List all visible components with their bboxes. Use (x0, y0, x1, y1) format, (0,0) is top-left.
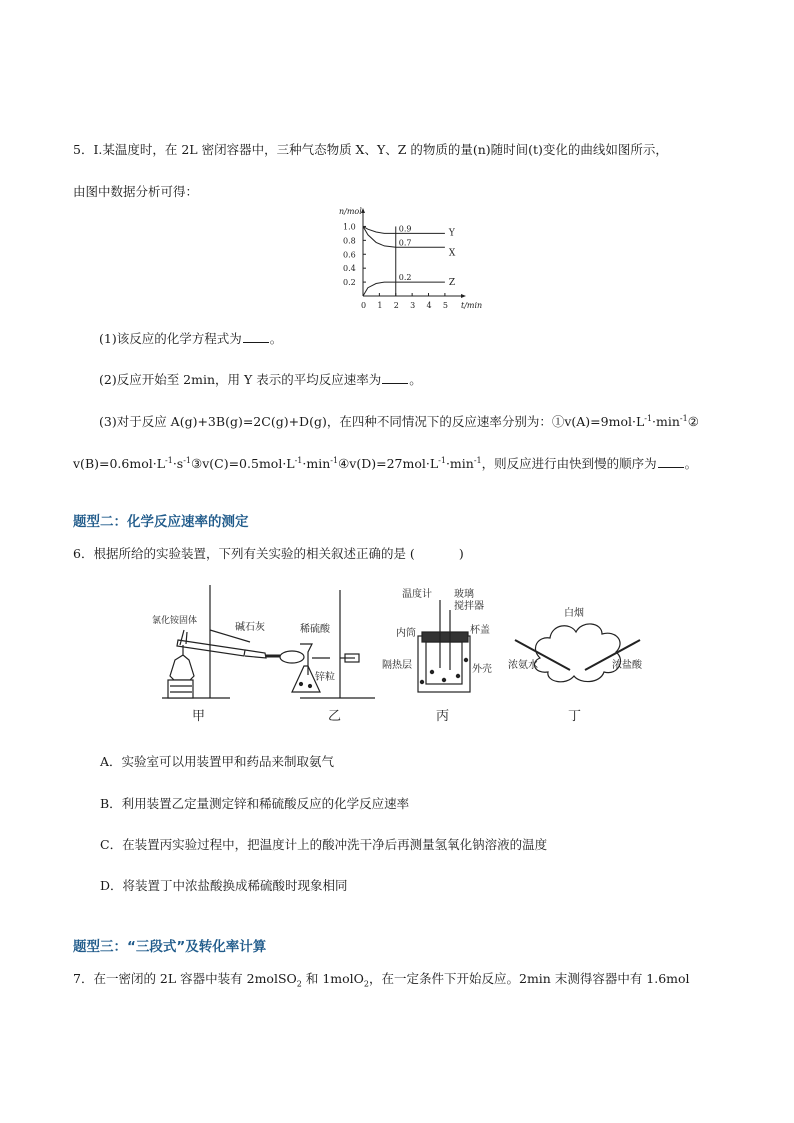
series-label-Z: Z (448, 278, 456, 289)
x-tick-label: 0 (361, 301, 367, 310)
answer-blank-3[interactable] (658, 457, 684, 468)
q6-option-d[interactable]: D．将装置丁中浓盐酸换成稀硫酸时现象相同 (100, 878, 348, 893)
q5-part1: (1)该反应的化学方程式为 。 (99, 331, 283, 346)
series-label-Y: Y (448, 228, 455, 239)
x-tick-label: 4 (426, 301, 432, 310)
bing-thermo-label: 温度计 (402, 589, 432, 600)
q6-option-c[interactable]: C．在装置丙实验过程中，把温度计上的酸冲洗干净后再测量氢氧化钠溶液的温度 (100, 837, 548, 852)
x-tick-label: 2 (393, 301, 399, 310)
x-axis-label: t/min (461, 301, 483, 310)
bing-lid-label: 杯盖 (470, 625, 490, 636)
q5-intro-line2: 由图中数据分析可得： (73, 184, 199, 199)
answer-blank-2[interactable] (382, 373, 408, 384)
q5-intro-line1: 5．I.某温度时，在 2L 密闭容器中，三种气态物质 X、Y、Z 的物质的量(n)随时间(t)变化的曲线如图所示， (73, 142, 668, 157)
bing-stirrer-label-2: 搅拌器 (454, 601, 484, 612)
value-annotation: 0.2 (398, 273, 412, 283)
value-annotation: 0.9 (398, 224, 412, 234)
apparatus-jia (162, 585, 304, 698)
y-axis-label: n/mol (339, 207, 362, 216)
q5-part2: (2)反应开始至 2min，用 Y 表示的平均反应速率为 。 (99, 372, 422, 387)
bing-insulation-label: 隔热层 (382, 660, 412, 671)
yi-label: 乙 (328, 709, 342, 724)
y-tick-label: 0.4 (343, 264, 356, 274)
q6-option-a[interactable]: A．实验室可以用装置甲和药品来制取氨气 (100, 754, 335, 769)
x-tick-label: 1 (377, 301, 383, 310)
ding-ammonia-label: 浓氨水 (508, 660, 538, 671)
ding-label: 丁 (568, 709, 582, 724)
y-tick-label: 0.8 (343, 236, 356, 246)
apparatus-bing (418, 600, 470, 692)
value-annotation: 0.7 (398, 238, 412, 248)
jia-lime-label: 碱石灰 (235, 622, 265, 633)
q7-stem: 7．在一密闭的 2L 容器中装有 2molSO$_2$ 和 1molO$_2$，在一定条件下开始反应。2min 末测得容器中有 1.6mol (73, 971, 690, 989)
y-tick-label: 0.2 (343, 278, 356, 288)
x-axis-arrow (461, 294, 466, 298)
yi-acid-label: 稀硫酸 (300, 624, 330, 635)
series-line-Z (363, 282, 445, 296)
q6-option-b[interactable]: B．利用装置乙定量测定锌和稀硫酸反应的化学反应速率 (100, 796, 410, 811)
x-tick-label: 3 (410, 301, 416, 310)
bing-inner-label: 内筒 (396, 628, 416, 639)
q5-part3-line1: (3)对于反应 A(g)+3B(g)=2C(g)+D(g)，在四种不同情况下的反应速率分别为：$①v(A)=9mol\cdot L^{-1}\cdot\min^{-1}②$ (99, 413, 699, 429)
bing-stirrer-label-1: 玻璃 (454, 589, 474, 600)
ding-hcl-label: 浓盐酸 (612, 660, 642, 671)
q5-part3-line2: $v(B)=0.6mol\cdot L^{-1}\cdot s^{-1}③v(C)=0.5mol\cdot L^{-1}\cdot\min^{-1}④v(D)=27mol\cdot L^{-1}\cdot\min^{-1}$，则反应进行由快到慢的顺序为 。 (73, 455, 698, 471)
q6-apparatus-figure (140, 580, 670, 730)
jia-label: 甲 (192, 709, 206, 724)
q6-stem: 6．根据所给的实验装置，下列有关实验的相关叙述正确的是 ( ) (73, 546, 464, 561)
bing-shell-label: 外壳 (472, 664, 492, 675)
series-label-X: X (448, 248, 456, 259)
x-tick-label: 5 (442, 301, 448, 310)
ding-smoke-label: 白烟 (564, 608, 584, 619)
jia-solid-label: 氯化铵固体 (152, 616, 198, 626)
section-heading-3: 题型三：“三段式”及转化率计算 (73, 939, 267, 955)
apparatus-ding (515, 624, 640, 682)
bing-label: 丙 (436, 709, 450, 724)
q5-nt-chart (330, 207, 483, 316)
y-tick-label: 0.6 (343, 250, 356, 260)
y-tick-label: 1.0 (343, 222, 356, 232)
answer-blank-1[interactable] (243, 332, 269, 343)
section-heading-2: 题型二：化学反应速率的测定 (73, 514, 249, 530)
yi-zinc-label: 锌粒 (315, 672, 335, 683)
